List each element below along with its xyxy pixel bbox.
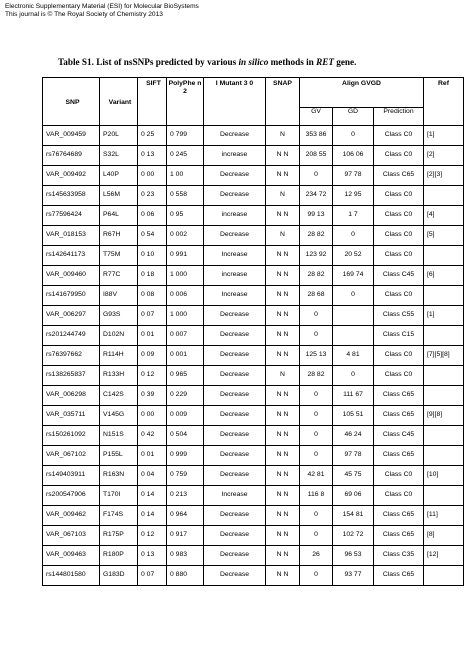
sift-cell: 0 07 <box>138 306 167 326</box>
imutant-cell: Decrease <box>204 466 266 486</box>
caption-italic-2: RET <box>316 57 334 67</box>
snp-cell: VAR_006298 <box>43 386 100 406</box>
prediction-cell: Class C0 <box>374 146 424 166</box>
prediction-cell: Class C65 <box>374 506 424 526</box>
nssnp-table <box>42 77 464 586</box>
sift-cell: 0 42 <box>138 426 167 446</box>
snp-cell: rs149403911 <box>43 466 100 486</box>
variant-cell: R133H <box>100 366 138 386</box>
variant-cell: R67H <box>100 226 138 246</box>
polyphen-cell: 0 799 <box>167 126 204 146</box>
gd-cell: 96 53 <box>333 546 374 566</box>
gv-cell: 234 72 <box>300 186 333 206</box>
gd-cell: 69 06 <box>333 486 374 506</box>
ref-cell <box>424 326 464 346</box>
ref-cell: [11] <box>424 506 464 526</box>
table-row <box>43 266 464 286</box>
sift-cell: 0 04 <box>138 466 167 486</box>
snap-cell: N N <box>266 166 300 186</box>
imutant-cell: Decrease <box>204 566 266 586</box>
gd-cell: 4 81 <box>333 346 374 366</box>
imutant-cell: Decrease <box>204 326 266 346</box>
polyphen-cell: 0 880 <box>167 566 204 586</box>
polyphen-cell: 0 245 <box>167 146 204 166</box>
snap-cell: N N <box>266 286 300 306</box>
table-row <box>43 346 464 366</box>
sift-cell: 0 09 <box>138 346 167 366</box>
sift-cell: 0 14 <box>138 506 167 526</box>
variant-cell: S32L <box>100 146 138 166</box>
table-row <box>43 546 464 566</box>
prediction-cell: Class C0 <box>374 246 424 266</box>
gv-cell: 42 81 <box>300 466 333 486</box>
snap-cell: N <box>266 366 300 386</box>
polyphen-cell: 0 001 <box>167 346 204 366</box>
table-row <box>43 306 464 326</box>
snp-cell: VAR_009492 <box>43 166 100 186</box>
polyphen-cell: 0 007 <box>167 326 204 346</box>
header-line-1: Electronic Supplementary Material (ESI) for Molecular BioSystems <box>5 3 199 10</box>
variant-cell: D102N <box>100 326 138 346</box>
variant-cell: T75M <box>100 246 138 266</box>
sift-cell: 0 10 <box>138 246 167 266</box>
polyphen-cell: 1 00 <box>167 166 204 186</box>
variant-cell: R180P <box>100 546 138 566</box>
table-row <box>43 406 464 426</box>
polyphen-cell: 0 558 <box>167 186 204 206</box>
gv-cell: 116 8 <box>300 486 333 506</box>
snap-cell: N N <box>266 566 300 586</box>
polyphen-cell: 0 964 <box>167 506 204 526</box>
variant-cell: T170I <box>100 486 138 506</box>
gd-cell <box>333 326 374 346</box>
variant-cell: L40P <box>100 166 138 186</box>
prediction-cell: Class C65 <box>374 406 424 426</box>
polyphen-cell: 0 002 <box>167 226 204 246</box>
col-header-gd: GD <box>333 108 374 126</box>
variant-cell: P64L <box>100 206 138 226</box>
gd-cell: 12 95 <box>333 186 374 206</box>
imutant-cell: Decrease <box>204 366 266 386</box>
sift-cell: 0 14 <box>138 486 167 506</box>
table-row <box>43 466 464 486</box>
snp-cell: rs138265837 <box>43 366 100 386</box>
snap-cell: N N <box>266 206 300 226</box>
col-header-gv: GV <box>300 108 333 126</box>
prediction-cell: Class C0 <box>374 186 424 206</box>
imutant-cell: Decrease <box>204 126 266 146</box>
variant-cell: C142S <box>100 386 138 406</box>
polyphen-cell: 0 759 <box>167 466 204 486</box>
gd-cell: 93 77 <box>333 566 374 586</box>
polyphen-cell: 0 213 <box>167 486 204 506</box>
table-row <box>43 186 464 206</box>
prediction-cell: Class C0 <box>374 226 424 246</box>
gd-cell: 0 <box>333 366 374 386</box>
snap-cell: N N <box>266 146 300 166</box>
col-header-snap: SNAP <box>266 78 300 126</box>
ref-cell: [9][8] <box>424 406 464 426</box>
gv-cell: 125 13 <box>300 346 333 366</box>
sift-cell: 0 25 <box>138 126 167 146</box>
table-row <box>43 226 464 246</box>
ref-cell: [10] <box>424 466 464 486</box>
polyphen-cell: 0 009 <box>167 406 204 426</box>
snp-cell: VAR_018153 <box>43 226 100 246</box>
snap-cell: N N <box>266 266 300 286</box>
ref-cell <box>424 426 464 446</box>
gd-cell: 97 78 <box>333 166 374 186</box>
page-header <box>5 3 199 19</box>
polyphen-cell: 0 006 <box>167 286 204 306</box>
header-line-2: This journal is © The Royal Society of Chemistry 2013 <box>5 11 163 19</box>
imutant-cell: Increase <box>204 246 266 266</box>
gd-cell: 105 51 <box>333 406 374 426</box>
gv-cell: 208 55 <box>300 146 333 166</box>
ref-cell <box>424 366 464 386</box>
table-row <box>43 366 464 386</box>
col-header-variant: Variant <box>100 78 138 126</box>
caption-italic-1: in silico <box>238 57 269 67</box>
variant-cell: F174S <box>100 506 138 526</box>
table-row <box>43 326 464 346</box>
imutant-cell: Decrease <box>204 526 266 546</box>
sift-cell: 0 06 <box>138 206 167 226</box>
polyphen-cell: 0 229 <box>167 386 204 406</box>
gv-cell: 28 82 <box>300 226 333 246</box>
polyphen-cell: 1 000 <box>167 266 204 286</box>
gd-cell: 0 <box>333 226 374 246</box>
variant-cell: P20L <box>100 126 138 146</box>
snp-cell: rs201244749 <box>43 326 100 346</box>
snap-cell: N N <box>266 526 300 546</box>
snap-cell: N N <box>266 326 300 346</box>
prediction-cell: Class C0 <box>374 366 424 386</box>
snap-cell: N N <box>266 246 300 266</box>
prediction-cell: Class C15 <box>374 326 424 346</box>
snap-cell: N N <box>266 406 300 426</box>
gd-cell: 106 06 <box>333 146 374 166</box>
variant-cell: L56M <box>100 186 138 206</box>
snap-cell: N <box>266 126 300 146</box>
gv-cell: 0 <box>300 306 333 326</box>
sift-cell: 0 39 <box>138 386 167 406</box>
imutant-cell: Increase <box>204 286 266 306</box>
gv-cell: 0 <box>300 506 333 526</box>
imutant-cell: Decrease <box>204 226 266 246</box>
variant-cell: R163N <box>100 466 138 486</box>
sift-cell: 0 07 <box>138 566 167 586</box>
table-row <box>43 206 464 226</box>
polyphen-cell: 0 965 <box>167 366 204 386</box>
polyphen-cell: 0 983 <box>167 546 204 566</box>
imutant-cell: Decrease <box>204 306 266 326</box>
gv-cell: 0 <box>300 446 333 466</box>
polyphen-cell: 1 000 <box>167 306 204 326</box>
table-row <box>43 526 464 546</box>
gv-cell: 0 <box>300 526 333 546</box>
gv-cell: 99 13 <box>300 206 333 226</box>
ref-cell <box>424 186 464 206</box>
gv-cell: 0 <box>300 326 333 346</box>
gd-cell: 154 81 <box>333 506 374 526</box>
imutant-cell: Increase <box>204 486 266 506</box>
snp-cell: rs77596424 <box>43 206 100 226</box>
variant-cell: R77C <box>100 266 138 286</box>
col-header-align-gvgd: Align GVGD <box>300 78 424 108</box>
prediction-cell: Class C0 <box>374 286 424 306</box>
gd-cell <box>333 306 374 326</box>
snp-cell: rs76764689 <box>43 146 100 166</box>
gd-cell: 45 75 <box>333 466 374 486</box>
imutant-cell: Decrease <box>204 546 266 566</box>
table-row <box>43 446 464 466</box>
table-row <box>43 166 464 186</box>
gv-cell: 0 <box>300 566 333 586</box>
snp-cell: rs145633958 <box>43 186 100 206</box>
prediction-cell: Class C0 <box>374 486 424 506</box>
gv-cell: 28 82 <box>300 266 333 286</box>
polyphen-cell: 0 504 <box>167 426 204 446</box>
prediction-cell: Class C0 <box>374 346 424 366</box>
variant-cell: V145G <box>100 406 138 426</box>
ref-cell: [5] <box>424 226 464 246</box>
snap-cell: N N <box>266 546 300 566</box>
ref-cell <box>424 386 464 406</box>
snap-cell: N N <box>266 486 300 506</box>
ref-cell: [2][3] <box>424 166 464 186</box>
gv-cell: 28 82 <box>300 366 333 386</box>
prediction-cell: Class C65 <box>374 166 424 186</box>
ref-cell <box>424 286 464 306</box>
snap-cell: N N <box>266 446 300 466</box>
gv-cell: 26 <box>300 546 333 566</box>
col-header-snp: SNP <box>43 78 100 126</box>
imutant-cell: Decrease <box>204 506 266 526</box>
sift-cell: 0 18 <box>138 266 167 286</box>
polyphen-cell: 0 991 <box>167 246 204 266</box>
gd-cell: 102 72 <box>333 526 374 546</box>
gd-cell: 1 7 <box>333 206 374 226</box>
table-row <box>43 286 464 306</box>
ref-cell <box>424 566 464 586</box>
imutant-cell: Decrease <box>204 166 266 186</box>
table-row <box>43 246 464 266</box>
imutant-cell: Decrease <box>204 426 266 446</box>
sift-cell: 0 12 <box>138 526 167 546</box>
gd-cell: 169 74 <box>333 266 374 286</box>
snp-cell: rs200547906 <box>43 486 100 506</box>
variant-cell: R114H <box>100 346 138 366</box>
gv-cell: 353 86 <box>300 126 333 146</box>
gv-cell: 0 <box>300 426 333 446</box>
snp-cell: rs144801580 <box>43 566 100 586</box>
table-row <box>43 426 464 446</box>
snap-cell: N N <box>266 426 300 446</box>
ref-cell: [4] <box>424 206 464 226</box>
variant-cell: G183D <box>100 566 138 586</box>
caption-middle: methods in <box>268 57 317 67</box>
sift-cell: 0 12 <box>138 366 167 386</box>
sift-cell: 0 01 <box>138 326 167 346</box>
prediction-cell: Class C0 <box>374 466 424 486</box>
table-row <box>43 506 464 526</box>
snp-cell: VAR_067102 <box>43 446 100 466</box>
snp-cell: VAR_009462 <box>43 506 100 526</box>
gv-cell: 28 68 <box>300 286 333 306</box>
col-header-imutant: I Mutant 3 0 <box>204 78 266 126</box>
gd-cell: 0 <box>333 126 374 146</box>
ref-cell <box>424 246 464 266</box>
sift-cell: 0 00 <box>138 406 167 426</box>
variant-cell: I88V <box>100 286 138 306</box>
snap-cell: N N <box>266 386 300 406</box>
table-row <box>43 486 464 506</box>
ref-cell: [1] <box>424 126 464 146</box>
table-row <box>43 146 464 166</box>
snp-cell: rs150261092 <box>43 426 100 446</box>
snap-cell: N <box>266 226 300 246</box>
prediction-cell: Class C0 <box>374 126 424 146</box>
variant-cell: R175P <box>100 526 138 546</box>
gv-cell: 123 92 <box>300 246 333 266</box>
snp-cell: VAR_009460 <box>43 266 100 286</box>
snp-cell: VAR_067103 <box>43 526 100 546</box>
sift-cell: 0 08 <box>138 286 167 306</box>
snp-cell: VAR_035711 <box>43 406 100 426</box>
snp-cell: rs141679950 <box>43 286 100 306</box>
prediction-cell: Class C65 <box>374 386 424 406</box>
snap-cell: N N <box>266 466 300 486</box>
ref-cell: [7][5][8] <box>424 346 464 366</box>
caption-prefix: Table S1. List of nsSNPs predicted by various <box>58 57 239 67</box>
prediction-cell: Class C45 <box>374 266 424 286</box>
ref-cell <box>424 446 464 466</box>
variant-cell: P155L <box>100 446 138 466</box>
sift-cell: 0 13 <box>138 146 167 166</box>
prediction-cell: Class C55 <box>374 306 424 326</box>
col-header-prediction: Prediction <box>374 108 424 126</box>
table-row <box>43 386 464 406</box>
table-row <box>43 126 464 146</box>
snap-cell: N N <box>266 346 300 366</box>
gd-cell: 20 52 <box>333 246 374 266</box>
gd-cell: 0 <box>333 286 374 306</box>
col-header-ref: Ref <box>424 78 464 126</box>
ref-cell: [2] <box>424 146 464 166</box>
gv-cell: 0 <box>300 406 333 426</box>
gd-cell: 46 24 <box>333 426 374 446</box>
prediction-cell: Class C65 <box>374 526 424 546</box>
prediction-cell: Class C65 <box>374 566 424 586</box>
gv-cell: 0 <box>300 166 333 186</box>
snp-cell: VAR_009463 <box>43 546 100 566</box>
snp-cell: VAR_006297 <box>43 306 100 326</box>
sift-cell: 0 23 <box>138 186 167 206</box>
snp-cell: rs142641173 <box>43 246 100 266</box>
imutant-cell: increase <box>204 266 266 286</box>
ref-cell: [12] <box>424 546 464 566</box>
sift-cell: 0 13 <box>138 546 167 566</box>
col-header-sift: SIFT <box>138 78 167 126</box>
gv-cell: 0 <box>300 386 333 406</box>
sift-cell: 0 54 <box>138 226 167 246</box>
imutant-cell: Decrease <box>204 186 266 206</box>
polyphen-cell: 0 917 <box>167 526 204 546</box>
imutant-cell: increase <box>204 206 266 226</box>
imutant-cell: Decrease <box>204 346 266 366</box>
gd-cell: 97 78 <box>333 446 374 466</box>
ref-cell: [6] <box>424 266 464 286</box>
snap-cell: N N <box>266 306 300 326</box>
ref-cell: [1] <box>424 306 464 326</box>
col-header-polyphen: PolyPhe n 2 <box>167 78 204 126</box>
imutant-cell: Decrease <box>204 406 266 426</box>
sift-cell: 0 01 <box>138 446 167 466</box>
snap-cell: N <box>266 186 300 206</box>
snp-cell: rs76397662 <box>43 346 100 366</box>
gd-cell: 111 67 <box>333 386 374 406</box>
prediction-cell: Class C45 <box>374 426 424 446</box>
caption-suffix: gene. <box>333 57 357 67</box>
polyphen-cell: 0 999 <box>167 446 204 466</box>
prediction-cell: Class C35 <box>374 546 424 566</box>
variant-cell: G93S <box>100 306 138 326</box>
snap-cell: N N <box>266 506 300 526</box>
ref-cell <box>424 486 464 506</box>
prediction-cell: Class C65 <box>374 446 424 466</box>
sift-cell: 0 00 <box>138 166 167 186</box>
snp-cell: VAR_009459 <box>43 126 100 146</box>
polyphen-cell: 0 95 <box>167 206 204 226</box>
table-row <box>43 566 464 586</box>
imutant-cell: Decrease <box>204 386 266 406</box>
imutant-cell: increase <box>204 146 266 166</box>
prediction-cell: Class C0 <box>374 206 424 226</box>
imutant-cell: Decrease <box>204 446 266 466</box>
table-caption <box>58 57 356 67</box>
ref-cell: [8] <box>424 526 464 546</box>
variant-cell: N151S <box>100 426 138 446</box>
